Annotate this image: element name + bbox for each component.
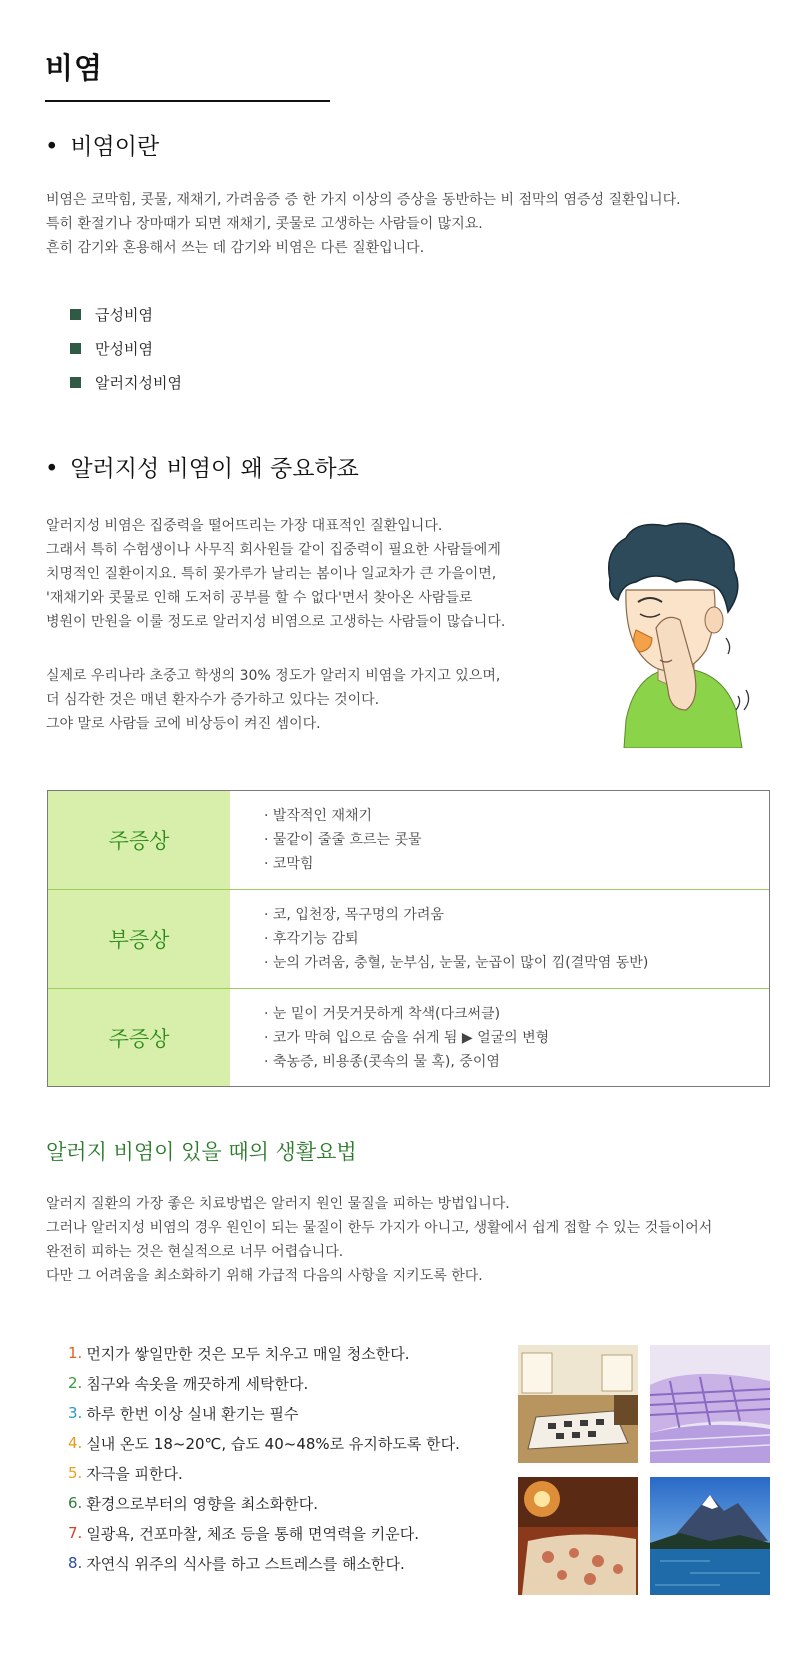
section-heading-what-is-rhinitis xyxy=(45,128,159,161)
tip-number: 1. xyxy=(68,1344,83,1362)
paragraph-line: 그러나 알러지성 비염의 경우 원인이 되는 물질이 한두 가지가 아니고, 생활에서 쉽게 접할 수 있는 것들이어서 xyxy=(46,1220,713,1236)
symptom-item: · 물같이 줄줄 흐르는 콧물 xyxy=(264,832,422,848)
paragraph-line: 그야 말로 사람들 코에 비상등이 켜진 셈이다. xyxy=(46,716,321,732)
boy-rubbing-nose-illustration xyxy=(596,520,756,748)
symptom-item: · 눈의 가려움, 충혈, 눈부심, 눈물, 눈곱이 많이 낌(결막염 동반) xyxy=(264,955,649,971)
tip-text: 자연식 위주의 식사를 하고 스트레스를 해소한다. xyxy=(86,1554,405,1573)
tip-number: 4. xyxy=(68,1434,83,1452)
lifestyle-paragraph xyxy=(46,1192,712,1288)
paragraph-line: 병원이 만원을 이룰 정도로 알러지성 비염으로 고생하는 사람들이 많습니다. xyxy=(46,614,506,630)
symptom-item: · 코막힘 xyxy=(264,856,314,872)
paragraph-line: 그래서 특히 수험생이나 사무직 회사원들 같이 집중력이 필요한 사람들에게 xyxy=(46,542,501,558)
symptom-list xyxy=(230,791,769,889)
bullet-dot-icon: • xyxy=(45,456,59,482)
list-item-label: 만성비염 xyxy=(95,339,153,358)
tip-text: 실내 온도 18~20℃, 습도 40~48%로 유지하도록 한다. xyxy=(86,1434,460,1453)
list-item xyxy=(68,1428,460,1458)
lifestyle-heading: 알러지 비염이 있을 때의 생활요법 xyxy=(46,1140,357,1164)
warm-bedroom-photo xyxy=(518,1477,638,1595)
list-item xyxy=(70,297,182,331)
symptom-item: · 후각기능 감퇴 xyxy=(264,931,359,947)
symptom-list xyxy=(230,989,769,1086)
symptom-item: · 축농증, 비용종(콧속의 물 혹), 중이염 xyxy=(264,1053,500,1070)
symptom-item: · 코가 막혀 입으로 숨을 쉬게 됨 ▶ 얼굴의 변형 xyxy=(264,1029,550,1046)
list-item xyxy=(68,1458,460,1488)
list-item-label: 알러지성비염 xyxy=(95,373,182,392)
list-item-label: 급성비염 xyxy=(95,305,153,324)
square-bullet-icon xyxy=(70,377,81,388)
fresh-bedding-photo xyxy=(650,1345,770,1463)
list-item xyxy=(68,1548,460,1578)
tip-number: 6. xyxy=(68,1494,83,1512)
symptom-list xyxy=(230,890,769,988)
clean-living-room-photo xyxy=(518,1345,638,1463)
tip-number: 8. xyxy=(68,1554,83,1572)
lake-mountain-photo xyxy=(650,1477,770,1595)
table-row xyxy=(48,791,769,890)
list-item xyxy=(68,1518,460,1548)
tip-number: 7. xyxy=(68,1524,83,1542)
list-item xyxy=(70,331,182,365)
importance-paragraph-1 xyxy=(46,514,505,634)
tip-text: 침구와 속옷을 깨끗하게 세탁한다. xyxy=(86,1374,309,1393)
list-item xyxy=(68,1338,460,1368)
rhinitis-type-list xyxy=(70,297,182,399)
rhinitis-intro-paragraph xyxy=(46,188,681,260)
paragraph-line: 실제로 우리나라 초중고 학생의 30% 정도가 알러지 비염을 가지고 있으며, xyxy=(46,668,501,684)
table-row xyxy=(48,989,769,1086)
section-heading-why-important xyxy=(45,450,359,483)
section-heading-label: 알러지성 비염이 왜 중요하죠 xyxy=(70,456,359,482)
square-bullet-icon xyxy=(70,343,81,354)
table-row xyxy=(48,890,769,989)
tip-text: 일광욕, 건포마찰, 체조 등을 통해 면역력을 키운다. xyxy=(86,1524,420,1543)
symptom-category: 주증상 xyxy=(48,989,230,1086)
tip-text: 환경으로부터의 영향을 최소화한다. xyxy=(86,1494,318,1513)
tip-text: 하루 한번 이상 실내 환기는 필수 xyxy=(86,1404,299,1423)
paragraph-line: 특히 환절기나 장마때가 되면 재채기, 콧물로 고생하는 사람들이 많지요. xyxy=(46,216,483,232)
paragraph-line: 알러지성 비염은 집중력을 떨어뜨리는 가장 대표적인 질환입니다. xyxy=(46,518,443,534)
list-item xyxy=(70,365,182,399)
paragraph-line: 흔히 감기와 혼용해서 쓰는 데 감기와 비염은 다른 질환입니다. xyxy=(46,240,425,256)
lifestyle-tips-list xyxy=(68,1338,460,1578)
importance-paragraph-2 xyxy=(46,664,500,736)
section-heading-label: 비염이란 xyxy=(70,134,160,160)
list-item xyxy=(68,1368,460,1398)
paragraph-line: 완전히 피하는 것은 현실적으로 너무 어렵습니다. xyxy=(46,1244,344,1260)
tip-text: 자극을 피한다. xyxy=(86,1464,183,1483)
tip-text: 먼지가 쌓일만한 것은 모두 치우고 매일 청소한다. xyxy=(86,1344,410,1363)
symptom-category: 주증상 xyxy=(48,791,230,889)
symptom-item: · 발작적인 재채기 xyxy=(264,808,373,824)
list-item xyxy=(68,1398,460,1428)
paragraph-line: '재채기와 콧물로 인해 도저히 공부를 할 수 없다'면서 찾아온 사람들로 xyxy=(46,590,473,606)
paragraph-line: 치명적인 질환이지요. 특히 꽃가루가 날리는 봄이나 일교차가 큰 가을이면, xyxy=(46,566,497,582)
title-divider xyxy=(45,100,330,102)
tip-number: 2. xyxy=(68,1374,83,1392)
square-bullet-icon xyxy=(70,309,81,320)
list-item xyxy=(68,1488,460,1518)
paragraph-line: 다만 그 어려움을 최소화하기 위해 가급적 다음의 사항을 지키도록 한다. xyxy=(46,1268,483,1284)
paragraph-line: 알러지 질환의 가장 좋은 치료방법은 알러지 원인 물질을 피하는 방법입니다. xyxy=(46,1196,510,1212)
symptom-category: 부증상 xyxy=(48,890,230,988)
symptom-item: · 눈 밑이 거뭇거뭇하게 착색(다크써클) xyxy=(264,1005,501,1022)
symptom-table xyxy=(47,790,770,1087)
tip-number: 5. xyxy=(68,1464,83,1482)
tip-number: 3. xyxy=(68,1404,83,1422)
bullet-dot-icon: • xyxy=(45,134,59,160)
page-title: 비염 xyxy=(45,51,104,85)
paragraph-line: 더 심각한 것은 매년 환자수가 증가하고 있다는 것이다. xyxy=(46,692,380,708)
symptom-item: · 코, 입천장, 목구멍의 가려움 xyxy=(264,907,444,923)
lifestyle-photo-grid xyxy=(518,1345,770,1595)
paragraph-line: 비염은 코막힘, 콧물, 재채기, 가려움증 증 한 가지 이상의 증상을 동반하는 비 점막의 염증성 질환입니다. xyxy=(46,192,681,208)
